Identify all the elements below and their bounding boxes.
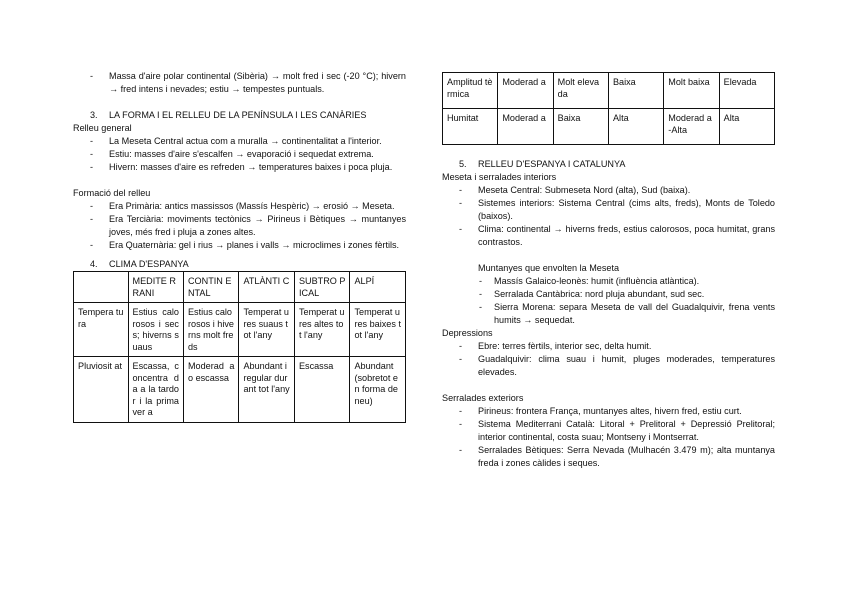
table-cell: Estius calorosos i secs; hiverns suaus xyxy=(128,303,183,357)
serralades-interiors-title: Meseta i serralades interiors xyxy=(442,172,557,182)
table-cell: Temperat ures baixes tot l'any xyxy=(350,303,406,357)
list-item: - Massa d'aire polar continental (Sibèria) → molt fred i sec (-20 °C); hivern → fred intens i nevades; estiu → tempestes puntuals. xyxy=(73,70,406,96)
list-item: - Meseta Central: Submeseta Nord (alta), Sud (baixa). xyxy=(442,184,775,197)
depressions-list xyxy=(442,340,775,379)
list-item: - Era Terciària: moviments tectònics → Pirineus i Bètiques → muntanyes joves, més fred i pluja a zones altes. xyxy=(73,213,406,239)
table-cell: Molt baixa xyxy=(664,73,719,109)
list-item: - Guadalquivir: clima suau i humit, pluges moderades, temperatures elevades. xyxy=(442,353,775,379)
serralades-exteriors-title: Serralades exteriors xyxy=(442,393,524,403)
list-item: - Sistema Mediterrani Català: Litoral + Prelitoral + Depressió Prelitoral; interior continental, costa suau; Montseny i Montserrat. xyxy=(442,418,775,444)
table-cell: Escassa xyxy=(294,357,350,423)
list-item: - Massís Galaico-leonès: humit (influència atlàntica). xyxy=(442,275,775,288)
list-item: - Clima: continental → hiverns freds, estius calorosos, poca humitat, grans contrastos. xyxy=(442,223,775,249)
serralades-interiors-list xyxy=(442,184,775,249)
relleu-general-list xyxy=(73,135,406,174)
serralades-exteriors-list xyxy=(442,405,775,470)
list-item: - Serralades Bètiques: Serra Nevada (Mulhacén 3.479 m); alta muntanya freda i zones càlides i seques. xyxy=(442,444,775,470)
table-cell: Humitat xyxy=(443,109,498,145)
table-header-cell: SUBTRO PICAL xyxy=(294,272,350,303)
table-cell: Moderad a-Alta xyxy=(664,109,719,145)
table-header-cell: CONTIN ENTAL xyxy=(183,272,238,303)
table-cell: Pluviosit at xyxy=(74,357,129,423)
table-cell: Amplitud tèrmica xyxy=(443,73,498,109)
muntanyes-subtitle: Muntanyes que envolten la Meseta xyxy=(478,263,620,273)
relleu-general-title: Relleu general xyxy=(73,123,132,133)
list-item: - Serralada Cantàbrica: nord pluja abundant, sud sec. xyxy=(442,288,775,301)
table-cell: Elevada xyxy=(719,73,774,109)
table-cell: Alta xyxy=(608,109,663,145)
table-row xyxy=(74,357,406,423)
table-cell: Abundant (sobretot en forma de neu) xyxy=(350,357,406,423)
right-column xyxy=(442,72,775,470)
amplitud-table xyxy=(442,72,775,145)
table-cell: Alta xyxy=(719,109,774,145)
section-3-heading: 3. LA FORMA I EL RELLEU DE LA PENÍNSULA I LES CANÀRIES xyxy=(90,110,367,120)
left-column xyxy=(73,70,406,423)
list-item: - Hivern: masses d'aire es refreden → temperatures baixes i poca pluja. xyxy=(73,161,406,174)
table-cell: Tempera tura xyxy=(74,303,129,357)
formacio-title: Formació del relleu xyxy=(73,188,151,198)
table-row xyxy=(443,73,775,109)
table-cell: Molt elevada xyxy=(553,73,608,109)
table-cell: Estius calorosos i hiverns molt freds xyxy=(183,303,238,357)
list-item: - Sierra Morena: separa Meseta de vall del Guadalquivir, frena vents humits → sequedat. xyxy=(442,301,775,327)
table-cell: Abundant i regular durant tot l'any xyxy=(239,357,295,423)
table-cell: Moderad a o escassa xyxy=(183,357,238,423)
list-item: - Era Quaternària: gel i rius → planes i valls → microclimes i zones fèrtils. xyxy=(73,239,406,252)
table-cell: Baixa xyxy=(553,109,608,145)
table-cell: Baixa xyxy=(608,73,663,109)
table-header-cell: ALPÍ xyxy=(350,272,406,303)
table-cell: Temperat ures altes tot l'any xyxy=(294,303,350,357)
list-item: - Ebre: terres fèrtils, interior sec, delta humit. xyxy=(442,340,775,353)
table-row xyxy=(443,109,775,145)
section-5-heading: 5. RELLEU D'ESPANYA I CATALUNYA xyxy=(459,159,626,169)
list-item: - Era Primària: antics massissos (Massís Hespèric) → erosió → Meseta. xyxy=(73,200,406,213)
table-row xyxy=(74,272,406,303)
muntanyes-list xyxy=(442,275,775,327)
formacio-list xyxy=(73,200,406,252)
section-4-heading: 4. CLIMA D'ESPANYA xyxy=(90,259,189,269)
clima-table xyxy=(73,271,406,423)
list-item: - Pirineus: frontera França, muntanyes altes, hivern fred, estiu curt. xyxy=(442,405,775,418)
list-item: - Estiu: masses d'aire s'escalfen → evaporació i sequedat extrema. xyxy=(73,148,406,161)
table-cell: Temperat ures suaus tot l'any xyxy=(239,303,295,357)
table-cell: Moderad a xyxy=(498,109,553,145)
depressions-title: Depressions xyxy=(442,328,493,338)
intro-list xyxy=(73,70,406,96)
table-cell: Escassa, concentra da a la tardor i la primaver a xyxy=(128,357,183,423)
table-cell xyxy=(74,272,129,303)
table-cell: Moderad a xyxy=(498,73,553,109)
list-item: - La Meseta Central actua com a muralla → continentalitat a l'interior. xyxy=(73,135,406,148)
list-item: - Sistemes interiors: Sistema Central (cims alts, freds), Monts de Toledo (baixos). xyxy=(442,197,775,223)
table-row xyxy=(74,303,406,357)
table-header-cell: ATLÀNTI C xyxy=(239,272,295,303)
table-header-cell: MEDITE RRANI xyxy=(128,272,183,303)
